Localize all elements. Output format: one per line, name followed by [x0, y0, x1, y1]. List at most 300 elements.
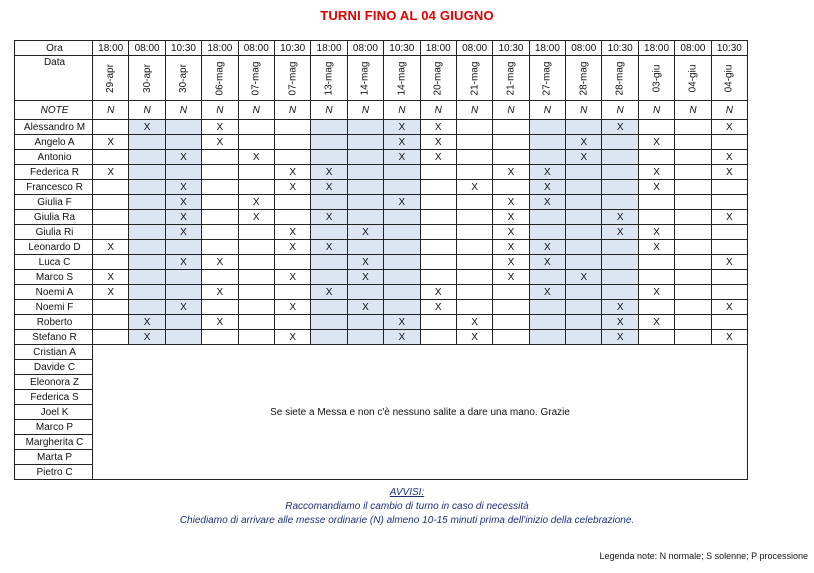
volunteer-name: Stefano R — [15, 330, 93, 345]
time-cell: 08:00 — [238, 41, 274, 56]
date-label: 07-mag — [250, 61, 262, 95]
shift-cell — [566, 120, 602, 135]
shift-cell — [347, 150, 383, 165]
shift-cell — [456, 240, 492, 255]
date-label: 06-mag — [214, 61, 226, 95]
shift-cell: X — [529, 255, 565, 270]
shift-cell — [384, 225, 420, 240]
shift-cell — [165, 330, 201, 345]
shift-cell — [456, 270, 492, 285]
date-label: 04-giu — [687, 64, 699, 92]
shift-cell — [311, 300, 347, 315]
time-cell: 18:00 — [93, 41, 129, 56]
note-cell: N — [165, 101, 201, 120]
shift-cell — [274, 150, 310, 165]
time-cell: 10:30 — [165, 41, 201, 56]
shift-cell: X — [238, 195, 274, 210]
note-cell: N — [529, 101, 565, 120]
shift-cell: X — [493, 195, 529, 210]
time-cell: 10:30 — [602, 41, 638, 56]
shift-cell — [93, 225, 129, 240]
volunteer-name: Francesco R — [15, 180, 93, 195]
shift-cell — [238, 270, 274, 285]
shift-cell — [456, 120, 492, 135]
shift-cell — [202, 195, 238, 210]
shift-cell: X — [165, 180, 201, 195]
shift-cell: X — [711, 300, 747, 315]
shift-cell: X — [384, 135, 420, 150]
shift-cell — [93, 120, 129, 135]
shift-cell — [420, 240, 456, 255]
shift-cell — [165, 270, 201, 285]
shift-cell — [566, 285, 602, 300]
shift-cell — [311, 195, 347, 210]
date-cell — [165, 56, 201, 101]
note-cell: N — [93, 101, 129, 120]
ora-label: Ora — [15, 41, 93, 56]
volunteer-row — [15, 195, 748, 210]
shift-cell — [129, 255, 165, 270]
shift-cell — [311, 315, 347, 330]
date-cell — [566, 56, 602, 101]
time-cell: 08:00 — [566, 41, 602, 56]
shift-cell: X — [311, 285, 347, 300]
shift-cell — [384, 210, 420, 225]
shift-cell — [274, 255, 310, 270]
note-cell: N — [311, 101, 347, 120]
shift-cell — [456, 225, 492, 240]
date-cell — [638, 56, 674, 101]
note-cell: N — [202, 101, 238, 120]
shift-cell — [566, 165, 602, 180]
shift-cell: X — [93, 135, 129, 150]
shift-cell — [711, 225, 747, 240]
shift-cell: X — [493, 255, 529, 270]
shift-cell — [202, 150, 238, 165]
shift-cell — [566, 255, 602, 270]
shift-cell: X — [493, 270, 529, 285]
shift-cell: X — [638, 225, 674, 240]
shift-cell: X — [420, 120, 456, 135]
volunteer-name: Federica S — [15, 390, 93, 405]
date-header-row — [15, 56, 748, 101]
shift-cell — [420, 180, 456, 195]
notices-line: Raccomandiamo il cambio di turno in caso di necessità — [285, 501, 529, 512]
shift-cell: X — [711, 330, 747, 345]
volunteer-name: Giulia Ri — [15, 225, 93, 240]
shift-cell — [384, 285, 420, 300]
shift-cell — [238, 135, 274, 150]
shift-cell: X — [202, 285, 238, 300]
volunteer-row — [15, 210, 748, 225]
date-cell — [602, 56, 638, 101]
data-label: Data — [15, 56, 93, 101]
shift-cell — [529, 150, 565, 165]
shift-cell — [384, 165, 420, 180]
shift-cell — [384, 300, 420, 315]
shift-cell — [420, 315, 456, 330]
shift-cell: X — [602, 330, 638, 345]
shift-cell: X — [602, 300, 638, 315]
shift-cell — [456, 285, 492, 300]
shift-cell — [493, 150, 529, 165]
shift-cell — [347, 165, 383, 180]
shift-cell: X — [566, 135, 602, 150]
shift-cell — [675, 255, 711, 270]
date-label: 30-apr — [141, 63, 153, 93]
shift-cell — [420, 270, 456, 285]
shift-cell — [238, 330, 274, 345]
shift-cell — [711, 285, 747, 300]
shift-cell — [347, 195, 383, 210]
shift-cell — [602, 135, 638, 150]
volunteer-name: Antonio — [15, 150, 93, 165]
shift-cell — [529, 210, 565, 225]
date-cell — [711, 56, 747, 101]
date-cell — [93, 56, 129, 101]
shift-cell: X — [384, 330, 420, 345]
date-label: 21-mag — [469, 61, 481, 95]
volunteer-name: Marco S — [15, 270, 93, 285]
date-label: 29-apr — [105, 63, 117, 93]
shift-cell: X — [493, 225, 529, 240]
note-cell: N — [493, 101, 529, 120]
shift-cell — [456, 300, 492, 315]
shift-cell — [675, 120, 711, 135]
volunteer-name: Federica R — [15, 165, 93, 180]
date-label: 04-giu — [723, 64, 735, 92]
note-cell: N — [456, 101, 492, 120]
note-cell: N — [420, 101, 456, 120]
shift-cell: X — [566, 270, 602, 285]
shift-cell — [493, 135, 529, 150]
shift-cell — [529, 315, 565, 330]
volunteer-row — [15, 135, 748, 150]
date-cell — [493, 56, 529, 101]
shift-cell — [566, 210, 602, 225]
shift-cell — [638, 195, 674, 210]
shift-cell — [93, 330, 129, 345]
shift-cell — [347, 210, 383, 225]
date-cell — [456, 56, 492, 101]
shift-cell — [347, 240, 383, 255]
shift-cell: X — [711, 120, 747, 135]
shift-cell: X — [202, 315, 238, 330]
shift-cell: X — [274, 270, 310, 285]
shift-cell — [202, 240, 238, 255]
shift-cell — [347, 285, 383, 300]
shift-cell: X — [311, 240, 347, 255]
volunteer-row — [15, 315, 748, 330]
shift-cell — [711, 195, 747, 210]
shift-cell — [675, 135, 711, 150]
shift-cell: X — [529, 195, 565, 210]
volunteer-name: Roberto — [15, 315, 93, 330]
shift-cell — [602, 180, 638, 195]
shift-cell: X — [493, 165, 529, 180]
shift-cell — [165, 120, 201, 135]
volunteer-row — [15, 240, 748, 255]
volunteer-row — [15, 180, 748, 195]
volunteer-name: Joel K — [15, 405, 93, 420]
shift-cell — [93, 180, 129, 195]
page-title: TURNI FINO AL 04 GIUGNO — [320, 8, 494, 23]
shift-cell — [202, 330, 238, 345]
date-cell — [347, 56, 383, 101]
notices-heading: AVVISI: — [389, 487, 425, 498]
date-label: 07-mag — [287, 61, 299, 95]
shift-cell: X — [638, 135, 674, 150]
shift-cell — [675, 315, 711, 330]
shift-cell: X — [202, 135, 238, 150]
shift-cell — [456, 255, 492, 270]
help-message: Se siete a Messa e non c'è nessuno salite a dare una mano. Grazie — [93, 345, 748, 480]
date-cell — [202, 56, 238, 101]
shift-cell: X — [347, 225, 383, 240]
shift-cell: X — [420, 135, 456, 150]
shift-cell: X — [638, 315, 674, 330]
shift-cell — [384, 270, 420, 285]
shift-cell — [384, 255, 420, 270]
time-header-row — [15, 41, 748, 56]
shift-cell: X — [711, 165, 747, 180]
shift-cell — [347, 135, 383, 150]
shift-cell — [202, 165, 238, 180]
shift-cell: X — [347, 255, 383, 270]
volunteer-name: Cristian A — [15, 345, 93, 360]
volunteer-name: Marta P — [15, 450, 93, 465]
shift-cell: X — [384, 120, 420, 135]
shift-cell — [602, 255, 638, 270]
shift-cell — [566, 225, 602, 240]
time-cell: 18:00 — [638, 41, 674, 56]
time-cell: 10:30 — [711, 41, 747, 56]
shift-cell: X — [311, 165, 347, 180]
shift-cell — [129, 180, 165, 195]
volunteer-row — [15, 150, 748, 165]
shift-cell: X — [93, 165, 129, 180]
shift-cell — [93, 210, 129, 225]
shift-cell — [202, 210, 238, 225]
shift-cell — [529, 330, 565, 345]
shift-cell — [456, 195, 492, 210]
shift-cell: X — [529, 165, 565, 180]
volunteer-row — [15, 255, 748, 270]
shift-cell — [675, 285, 711, 300]
shift-cell: X — [566, 150, 602, 165]
shift-cell — [129, 135, 165, 150]
volunteer-name: Luca C — [15, 255, 93, 270]
shift-cell — [675, 150, 711, 165]
shift-cell — [711, 270, 747, 285]
volunteer-name: Davide C — [15, 360, 93, 375]
shift-cell — [165, 135, 201, 150]
shift-cell: X — [384, 195, 420, 210]
shift-cell — [238, 300, 274, 315]
shift-cell: X — [420, 285, 456, 300]
shift-cell: X — [274, 225, 310, 240]
shift-cell — [456, 165, 492, 180]
shift-cell — [274, 135, 310, 150]
volunteer-name: Margherita C — [15, 435, 93, 450]
shift-cell: X — [384, 315, 420, 330]
volunteer-row — [15, 225, 748, 240]
shift-cell — [384, 240, 420, 255]
volunteer-name: Giulia F — [15, 195, 93, 210]
shift-cell: X — [93, 240, 129, 255]
shift-cell — [420, 165, 456, 180]
shift-cell — [529, 270, 565, 285]
date-label: 14-mag — [396, 61, 408, 95]
shift-cell — [493, 300, 529, 315]
shift-cell — [493, 120, 529, 135]
shift-cell: X — [420, 150, 456, 165]
shift-cell — [602, 165, 638, 180]
shift-cell: X — [129, 330, 165, 345]
shift-cell — [384, 180, 420, 195]
shift-cell — [165, 165, 201, 180]
shift-cell — [493, 285, 529, 300]
shift-cell — [202, 270, 238, 285]
shift-cell — [711, 240, 747, 255]
time-cell: 08:00 — [675, 41, 711, 56]
time-cell: 08:00 — [456, 41, 492, 56]
date-label: 14-mag — [359, 61, 371, 95]
time-cell: 08:00 — [347, 41, 383, 56]
shift-cell: X — [602, 315, 638, 330]
shift-cell — [129, 150, 165, 165]
shift-cell: X — [238, 150, 274, 165]
shift-cell — [456, 210, 492, 225]
shift-cell — [129, 300, 165, 315]
note-cell: N — [347, 101, 383, 120]
shift-cell: X — [274, 330, 310, 345]
shift-cell — [675, 165, 711, 180]
shift-cell — [675, 180, 711, 195]
shift-cell — [566, 300, 602, 315]
shift-cell: X — [711, 150, 747, 165]
shift-cell: X — [274, 240, 310, 255]
shift-cell — [311, 255, 347, 270]
note-label: NOTE — [15, 101, 93, 120]
shift-cell — [675, 330, 711, 345]
shift-cell — [311, 270, 347, 285]
shift-cell — [420, 225, 456, 240]
notices — [0, 486, 814, 528]
shift-cell — [638, 270, 674, 285]
shift-cell — [347, 315, 383, 330]
shift-cell: X — [529, 240, 565, 255]
shift-cell — [129, 270, 165, 285]
shift-cell: X — [129, 315, 165, 330]
shift-cell: X — [529, 285, 565, 300]
date-label: 20-mag — [432, 61, 444, 95]
shift-cell: X — [384, 150, 420, 165]
volunteer-row — [15, 120, 748, 135]
shift-cell — [529, 135, 565, 150]
note-cell: N — [384, 101, 420, 120]
shift-cell: X — [165, 150, 201, 165]
date-label: 30-apr — [177, 63, 189, 93]
shift-cell: X — [274, 180, 310, 195]
shift-cell — [274, 120, 310, 135]
shift-cell: X — [165, 300, 201, 315]
shift-cell — [420, 255, 456, 270]
shift-cell — [311, 120, 347, 135]
shift-cell — [566, 330, 602, 345]
shift-cell — [711, 135, 747, 150]
date-label: 21-mag — [505, 61, 517, 95]
shift-cell — [602, 150, 638, 165]
shift-cell — [238, 285, 274, 300]
shift-cell — [93, 150, 129, 165]
shift-cell — [347, 180, 383, 195]
time-cell: 10:30 — [384, 41, 420, 56]
shift-cell: X — [347, 270, 383, 285]
shift-cell — [675, 225, 711, 240]
date-cell — [420, 56, 456, 101]
date-cell — [311, 56, 347, 101]
volunteer-name: Marco P — [15, 420, 93, 435]
shift-cell — [602, 270, 638, 285]
shift-cell: X — [638, 180, 674, 195]
legend-note: Legenda note: N normale; S solenne; P processione — [599, 551, 808, 561]
shift-cell: X — [529, 180, 565, 195]
shift-cell: X — [420, 300, 456, 315]
time-cell: 10:30 — [274, 41, 310, 56]
shift-cell — [675, 195, 711, 210]
shift-cell: X — [456, 180, 492, 195]
shift-cell — [638, 255, 674, 270]
shift-cell — [129, 240, 165, 255]
shift-cell — [638, 300, 674, 315]
shift-cell — [165, 240, 201, 255]
note-cell: N — [238, 101, 274, 120]
shift-cell: X — [638, 240, 674, 255]
shift-cell — [638, 150, 674, 165]
shift-cell — [529, 300, 565, 315]
shift-cell — [165, 315, 201, 330]
shift-cell: X — [493, 240, 529, 255]
shift-cell — [602, 285, 638, 300]
shift-cell — [675, 240, 711, 255]
date-cell — [529, 56, 565, 101]
shift-cell — [602, 240, 638, 255]
shift-cell: X — [602, 225, 638, 240]
shift-cell — [93, 315, 129, 330]
shift-cell — [420, 210, 456, 225]
shift-cell — [238, 255, 274, 270]
shift-cell — [129, 165, 165, 180]
volunteer-row — [15, 165, 748, 180]
time-cell: 10:30 — [493, 41, 529, 56]
shift-cell — [274, 315, 310, 330]
shift-cell — [311, 330, 347, 345]
shift-cell: X — [238, 210, 274, 225]
shift-cell — [129, 225, 165, 240]
shift-cell: X — [456, 315, 492, 330]
date-cell — [129, 56, 165, 101]
note-header-row — [15, 101, 748, 120]
shift-cell — [638, 120, 674, 135]
shift-cell — [238, 240, 274, 255]
shift-cell — [420, 195, 456, 210]
time-cell: 18:00 — [529, 41, 565, 56]
shift-cell — [675, 210, 711, 225]
shift-cell: X — [602, 120, 638, 135]
date-label: 27-mag — [541, 61, 553, 95]
shift-cell: X — [274, 300, 310, 315]
